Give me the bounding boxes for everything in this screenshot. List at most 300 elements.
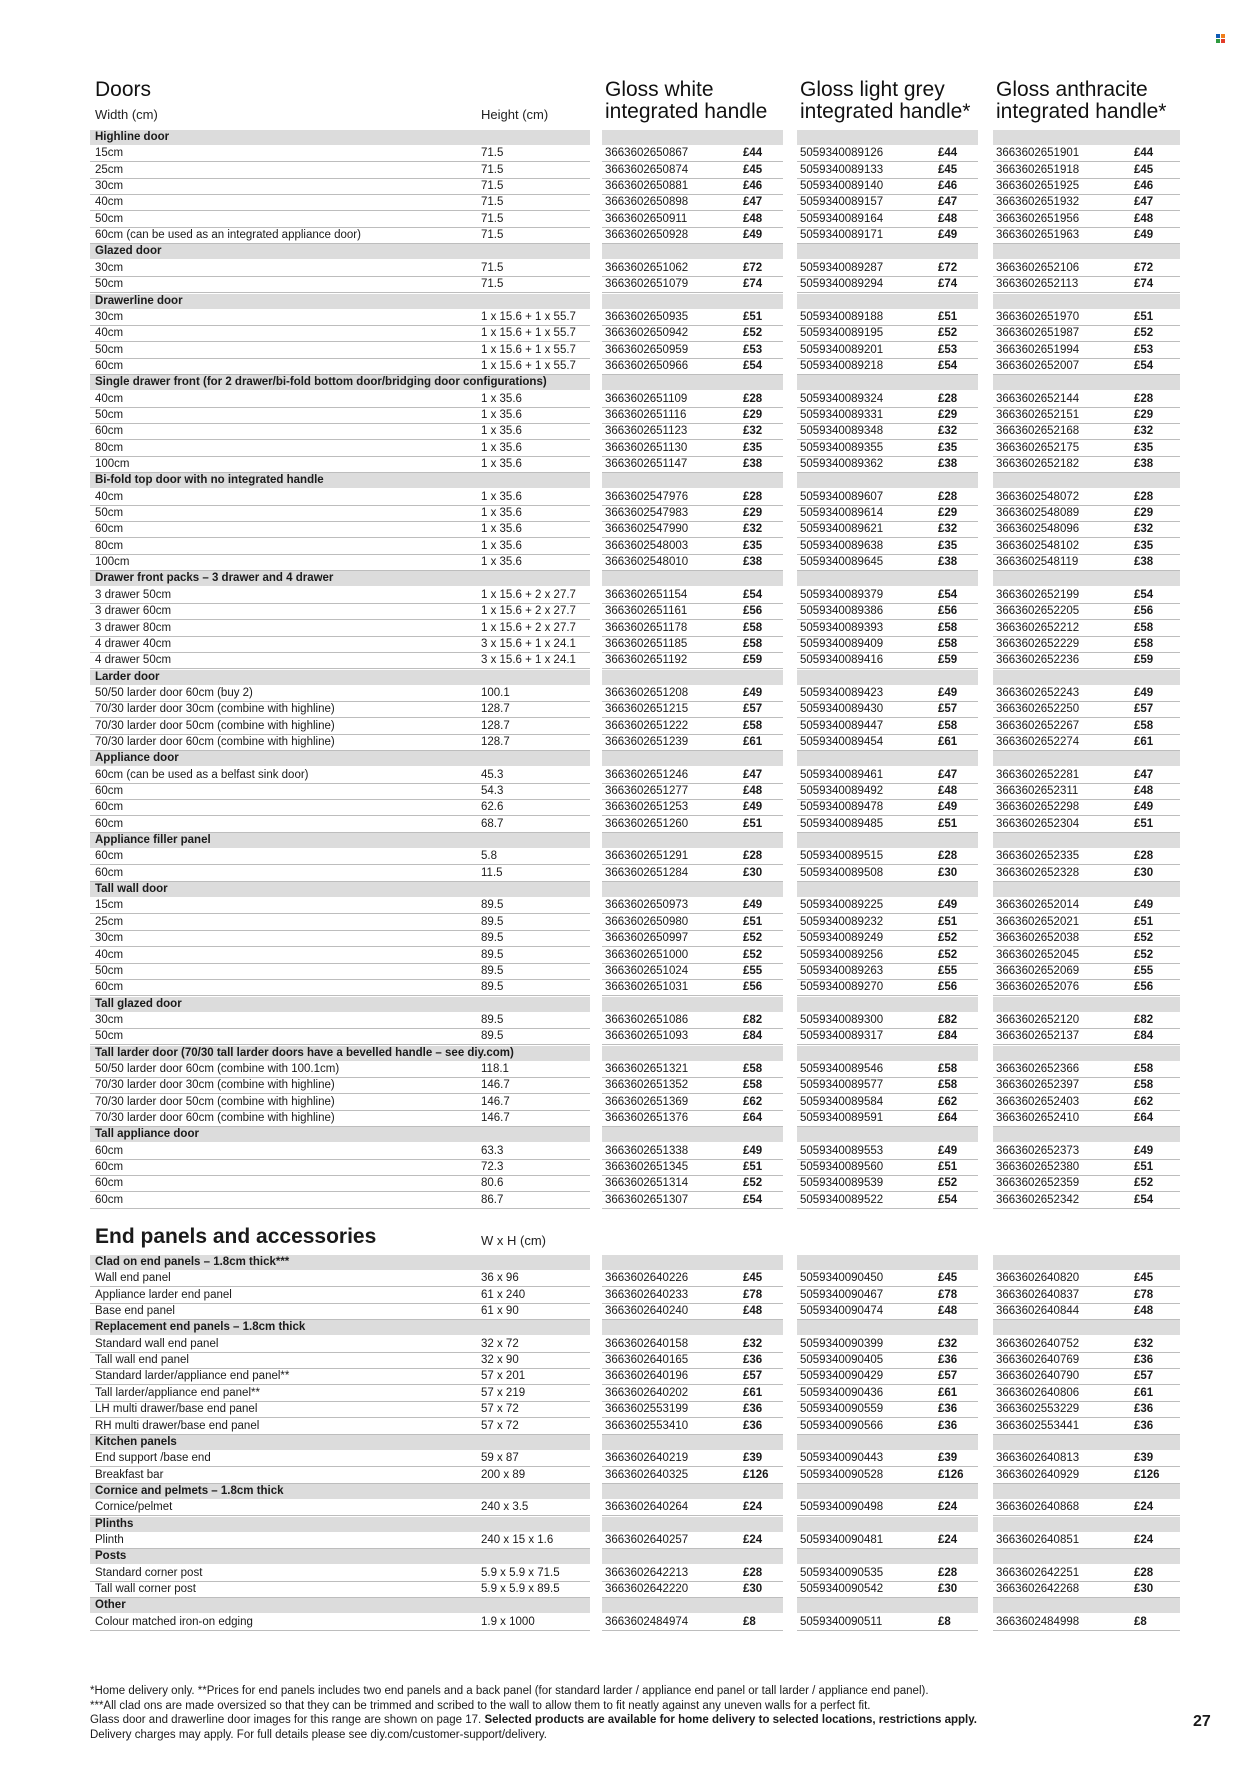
- cell-anthracite-price: £45: [1134, 1272, 1154, 1285]
- cell-item: 30cm: [95, 261, 124, 274]
- cell-white-code: 3663602651208: [605, 686, 689, 699]
- cell-white-code: 3663602651215: [605, 703, 689, 716]
- cell-anthracite-price: £32: [1134, 523, 1154, 536]
- cell-white-code: 3663602651277: [605, 785, 689, 797]
- cell-white-code: 3663602651062: [605, 261, 689, 274]
- cell-anthracite-code: 3663602652175: [996, 441, 1080, 454]
- cell-item: 60cm: [95, 1161, 124, 1174]
- section-header-bar: [797, 571, 978, 586]
- section-header-bar: [602, 1549, 783, 1564]
- cell-white-code: 3663602651314: [605, 1177, 689, 1190]
- footnotes: [90, 1684, 1110, 1742]
- table-row: [0, 1419, 1250, 1435]
- cell-grey-price: £58: [938, 719, 958, 732]
- cell-dimension: 1 x 35.6: [481, 507, 522, 520]
- cell-anthracite-price: £59: [1134, 654, 1154, 667]
- cell-white-code: 3663602640165: [605, 1354, 689, 1367]
- cell-dimension: 45.3: [481, 768, 504, 781]
- cell-white-code: 3663602651260: [605, 817, 689, 830]
- cell-grey-code: 5059340089591: [800, 1112, 884, 1124]
- cell-dimension: 1 x 15.6 + 1 x 55.7: [481, 310, 576, 323]
- cell-grey-price: £84: [938, 1030, 958, 1043]
- cell-grey-price: £49: [938, 229, 958, 242]
- footnote-4: Delivery charges may apply. For full details please see diy.com/customer-support/delivery.: [90, 1728, 547, 1741]
- cell-anthracite-code: 3663602652120: [996, 1013, 1080, 1026]
- cell-grey-price: £64: [938, 1112, 958, 1124]
- cell-grey-price: £38: [938, 556, 958, 569]
- table-row: [0, 555, 1250, 571]
- table-row: [0, 1160, 1250, 1176]
- cell-white-price: £32: [743, 425, 763, 438]
- cell-grey-code: 5059340089157: [800, 196, 884, 209]
- cell-anthracite-code: 3663602652182: [996, 458, 1080, 470]
- cell-white-code: 3663602553410: [605, 1419, 689, 1432]
- section-title: Drawer front packs – 3 drawer and 4 drawer: [95, 572, 334, 585]
- cell-dimension: 36 x 96: [481, 1272, 519, 1285]
- cell-item: 50cm: [95, 507, 124, 520]
- cell-grey-code: 5059340089225: [800, 899, 884, 912]
- cell-white-code: 3663602651093: [605, 1030, 689, 1043]
- section-header-bar: [90, 244, 590, 259]
- table-row: [0, 212, 1250, 228]
- table-row: [0, 179, 1250, 195]
- cell-grey-code: 5059340089386: [800, 605, 884, 618]
- cell-anthracite-code: 3663602652205: [996, 605, 1080, 618]
- cell-anthracite-code: 3663602640868: [996, 1501, 1080, 1514]
- cell-dimension: 71.5: [481, 278, 504, 291]
- cell-white-code: 3663602651352: [605, 1079, 689, 1092]
- cell-item: Standard wall end panel: [95, 1337, 219, 1350]
- cell-anthracite-code: 3663602652342: [996, 1193, 1080, 1206]
- section-title: Tall wall door: [95, 883, 168, 896]
- cell-white-price: £58: [743, 637, 763, 650]
- row-divider: [993, 1208, 1180, 1209]
- section-header-bar: [993, 1435, 1180, 1450]
- cell-white-price: £78: [743, 1288, 763, 1301]
- cell-grey-price: £29: [938, 507, 958, 520]
- section-title: Tall larder door (70/30 tall larder doors have a bevelled handle – see diy.com): [95, 1046, 514, 1059]
- cell-white-price: £56: [743, 605, 763, 618]
- cell-item: RH multi drawer/base end panel: [95, 1419, 260, 1432]
- cell-anthracite-price: £48: [1134, 785, 1154, 797]
- cell-item: 50cm: [95, 343, 124, 356]
- cell-anthracite-price: £58: [1134, 1062, 1154, 1075]
- cell-white-code: 3663602640219: [605, 1452, 689, 1465]
- cell-dimension: 1 x 15.6 + 2 x 27.7: [481, 605, 576, 618]
- section-header-bar: [797, 130, 978, 145]
- table-row: [0, 735, 1250, 751]
- cell-dimension: 59 x 87: [481, 1452, 519, 1465]
- cell-grey-code: 5059340089560: [800, 1161, 884, 1174]
- section-header-bar: [602, 375, 783, 390]
- section-header-bar: [602, 670, 783, 685]
- cell-anthracite-price: £56: [1134, 605, 1154, 618]
- cell-dimension: 68.7: [481, 817, 504, 830]
- cell-white-price: £61: [743, 1386, 763, 1399]
- cell-grey-price: £51: [938, 915, 958, 928]
- cell-dimension: 89.5: [481, 899, 504, 912]
- cell-dimension: 89.5: [481, 932, 504, 945]
- cell-grey-code: 5059340089133: [800, 163, 884, 176]
- cell-anthracite-price: £30: [1134, 866, 1154, 879]
- table-row: [0, 653, 1250, 669]
- cell-grey-price: £32: [938, 1337, 958, 1350]
- cell-item: 70/30 larder door 60cm (combine with highline): [95, 735, 335, 748]
- cell-dimension: 89.5: [481, 1030, 504, 1043]
- cell-dimension: 57 x 201: [481, 1370, 526, 1383]
- cell-item: 60cm: [95, 866, 124, 879]
- cell-white-code: 3663602650928: [605, 229, 689, 242]
- cell-grey-price: £49: [938, 1144, 958, 1157]
- cell-white-price: £72: [743, 261, 763, 274]
- cell-white-price: £48: [743, 1305, 763, 1318]
- cell-anthracite-code: 3663602652113: [996, 278, 1079, 291]
- cell-white-price: £49: [743, 801, 763, 814]
- cell-white-price: £29: [743, 408, 763, 421]
- cell-grey-code: 5059340089508: [800, 866, 884, 879]
- cell-item: 30cm: [95, 932, 124, 945]
- cell-item: 60cm: [95, 1177, 124, 1190]
- cell-white-code: 3663602548010: [605, 556, 689, 569]
- width-label: Width (cm): [95, 107, 158, 122]
- cell-white-price: £51: [743, 1161, 763, 1174]
- cell-grey-code: 5059340089362: [800, 458, 884, 470]
- cell-white-code: 3663602650973: [605, 899, 689, 912]
- cell-dimension: 71.5: [481, 212, 504, 225]
- cell-grey-price: £48: [938, 785, 958, 797]
- cell-white-code: 3663602651079: [605, 278, 689, 291]
- cell-anthracite-price: £51: [1134, 1161, 1154, 1174]
- section-header-bar: [797, 294, 978, 309]
- cell-white-code: 3663602651222: [605, 719, 689, 732]
- cell-grey-price: £62: [938, 1095, 958, 1108]
- cell-grey-code: 5059340089218: [800, 359, 884, 372]
- cell-anthracite-code: 3663602640844: [996, 1305, 1080, 1318]
- section-header-bar: [993, 473, 1180, 488]
- cell-white-price: £61: [743, 735, 763, 748]
- cell-grey-code: 5059340089409: [800, 637, 884, 650]
- cell-anthracite-price: £49: [1134, 686, 1154, 699]
- cell-item: Standard larder/appliance end panel**: [95, 1370, 290, 1383]
- cell-anthracite-price: £52: [1134, 327, 1154, 340]
- cell-anthracite-price: £74: [1134, 278, 1154, 291]
- cell-white-price: £58: [743, 1079, 763, 1092]
- cell-grey-code: 5059340090498: [800, 1501, 884, 1514]
- cell-dimension: 54.3: [481, 785, 504, 797]
- cell-item: 25cm: [95, 163, 124, 176]
- cell-dimension: 1 x 35.6: [481, 458, 522, 470]
- cell-white-price: £28: [743, 490, 763, 503]
- cell-white-price: £51: [743, 915, 763, 928]
- cell-anthracite-price: £46: [1134, 180, 1154, 193]
- cell-item: 60cm (can be used as an integrated appliance door): [95, 229, 361, 242]
- cell-anthracite-price: £78: [1134, 1288, 1154, 1301]
- table-row: [0, 1337, 1250, 1353]
- height-label: Height (cm): [481, 107, 549, 122]
- cell-grey-code: 5059340089454: [800, 735, 884, 748]
- cell-grey-price: £24: [938, 1533, 958, 1546]
- cell-anthracite-code: 3663602651963: [996, 229, 1080, 242]
- cell-white-price: £8: [743, 1615, 756, 1628]
- cell-white-price: £35: [743, 441, 763, 454]
- cell-dimension: 57 x 72: [481, 1419, 519, 1432]
- cell-anthracite-code: 3663602651994: [996, 343, 1080, 356]
- cell-anthracite-price: £44: [1134, 147, 1154, 160]
- cell-item: 60cm (can be used as a belfast sink door): [95, 768, 309, 781]
- table-row: [0, 931, 1250, 947]
- cell-white-price: £48: [743, 212, 763, 225]
- cell-white-code: 3663602650935: [605, 310, 689, 323]
- cell-white-code: 3663602651086: [605, 1013, 689, 1026]
- cell-white-price: £52: [743, 1177, 763, 1190]
- cell-grey-code: 5059340089492: [800, 785, 884, 797]
- table-row: [0, 964, 1250, 980]
- page-number: 27: [1193, 1713, 1211, 1730]
- cell-grey-code: 5059340089287: [800, 261, 884, 274]
- table-row: [0, 1095, 1250, 1111]
- section-title: Kitchen panels: [95, 1435, 177, 1448]
- cell-grey-code: 5059340089263: [800, 964, 884, 977]
- cell-item: 50cm: [95, 278, 124, 291]
- cell-grey-price: £45: [938, 163, 958, 176]
- section-title: Single drawer front (for 2 drawer/bi-fold bottom door/bridging door configurations): [95, 376, 547, 389]
- cell-grey-price: £126: [938, 1468, 964, 1481]
- section-header-bar: [797, 1127, 978, 1142]
- section-header-bar: [90, 1549, 590, 1564]
- cell-anthracite-price: £53: [1134, 343, 1154, 356]
- cell-dimension: 80.6: [481, 1177, 504, 1190]
- section-header-bar: [602, 1484, 783, 1499]
- cell-anthracite-code: 3663602652106: [996, 261, 1080, 274]
- section-header-bar: [602, 244, 783, 259]
- section-title: Replacement end panels – 1.8cm thick: [95, 1321, 306, 1334]
- cell-grey-code: 5059340089300: [800, 1013, 884, 1026]
- cell-white-price: £58: [743, 1062, 763, 1075]
- cell-white-price: £44: [743, 147, 763, 160]
- table-row: [0, 1029, 1250, 1045]
- cell-grey-price: £54: [938, 359, 958, 372]
- cell-item: 60cm: [95, 801, 124, 814]
- cell-white-code: 3663602651178: [605, 621, 688, 634]
- cell-white-code: 3663602650980: [605, 915, 689, 928]
- cell-item: 3 drawer 80cm: [95, 621, 172, 634]
- cell-anthracite-code: 3663602548119: [996, 556, 1079, 569]
- cell-grey-price: £32: [938, 425, 958, 438]
- cell-grey-price: £38: [938, 458, 958, 470]
- table-row: [0, 408, 1250, 424]
- table-row: [0, 1271, 1250, 1287]
- table-row: [0, 539, 1250, 555]
- table-row: [0, 1013, 1250, 1029]
- cell-dimension: 5.9 x 5.9 x 89.5: [481, 1583, 560, 1595]
- section-header-bar: [602, 294, 783, 309]
- table-row: [0, 343, 1250, 359]
- section-header-bar: [993, 1046, 1180, 1061]
- section-header-bar: [602, 1517, 783, 1532]
- cell-white-code: 3663602651239: [605, 735, 689, 748]
- cell-anthracite-code: 3663602651987: [996, 327, 1080, 340]
- cell-grey-code: 5059340089461: [800, 768, 884, 781]
- section-header-bar: [602, 833, 783, 848]
- section-header-bar: [993, 1484, 1180, 1499]
- cell-white-code: 3663602547976: [605, 490, 689, 503]
- cell-dimension: 57 x 72: [481, 1403, 519, 1416]
- cell-grey-price: £49: [938, 686, 958, 699]
- section-header-bar: [797, 375, 978, 390]
- cell-item: End support /base end: [95, 1452, 211, 1465]
- cell-grey-code: 5059340089522: [800, 1193, 884, 1206]
- col-gloss-anthracite-header: Gloss anthracite integrated handle*: [996, 78, 1167, 123]
- cell-grey-price: £47: [938, 768, 958, 781]
- cell-item: 15cm: [95, 899, 124, 912]
- cell-anthracite-price: £61: [1134, 1386, 1154, 1399]
- cell-grey-price: £36: [938, 1403, 958, 1416]
- cell-anthracite-price: £49: [1134, 229, 1154, 242]
- cell-item: 60cm: [95, 523, 124, 536]
- section-header-bar: [993, 751, 1180, 766]
- cell-anthracite-code: 3663602652328: [996, 866, 1080, 879]
- cell-item: Appliance larder end panel: [95, 1288, 232, 1301]
- section-header-bar: [90, 1598, 590, 1613]
- cell-item: 25cm: [95, 915, 124, 928]
- table-row: [0, 604, 1250, 620]
- cell-grey-code: 5059340089645: [800, 556, 884, 569]
- cell-white-price: £82: [743, 1013, 763, 1026]
- cell-anthracite-price: £52: [1134, 1177, 1154, 1190]
- cell-anthracite-price: £49: [1134, 899, 1154, 912]
- cell-grey-code: 5059340089430: [800, 703, 884, 716]
- section-header-bar: [993, 1320, 1180, 1335]
- cell-anthracite-price: £54: [1134, 359, 1154, 372]
- cell-white-price: £36: [743, 1354, 763, 1367]
- section-header-bar: [602, 130, 783, 145]
- cell-dimension: 32 x 72: [481, 1337, 519, 1350]
- section-header-bar: [797, 751, 978, 766]
- section-title: Tall glazed door: [95, 997, 182, 1010]
- cell-grey-price: £56: [938, 981, 958, 994]
- cell-grey-code: 5059340089584: [800, 1095, 884, 1108]
- cell-anthracite-code: 3663602651918: [996, 163, 1080, 176]
- section-header-bar: [993, 882, 1180, 897]
- cell-grey-code: 5059340089140: [800, 180, 884, 193]
- cell-grey-price: £49: [938, 899, 958, 912]
- cell-grey-price: £24: [938, 1501, 958, 1514]
- table-row: [0, 261, 1250, 277]
- cell-dimension: 61 x 90: [481, 1305, 519, 1318]
- cell-dimension: 146.7: [481, 1079, 510, 1092]
- cell-white-price: £58: [743, 719, 763, 732]
- cell-white-price: £52: [743, 948, 763, 961]
- cell-grey-code: 5059340089188: [800, 310, 884, 323]
- cell-anthracite-price: £38: [1134, 556, 1154, 569]
- section-header-bar: [797, 997, 978, 1012]
- section-title: Plinths: [95, 1517, 134, 1530]
- cell-anthracite-code: 3663602652137: [996, 1030, 1080, 1043]
- cell-item: 70/30 larder door 60cm (combine with highline): [95, 1112, 335, 1124]
- cell-white-code: 3663602640226: [605, 1272, 689, 1285]
- cell-anthracite-code: 3663602548102: [996, 539, 1080, 552]
- cell-grey-price: £35: [938, 441, 958, 454]
- cell-white-code: 3663602651116: [605, 408, 687, 421]
- cell-item: 50cm: [95, 212, 124, 225]
- cell-grey-code: 5059340089577: [800, 1079, 884, 1092]
- section-header-bar: [993, 571, 1180, 586]
- cell-white-code: 3663602651321: [605, 1062, 689, 1075]
- cell-grey-code: 5059340089485: [800, 817, 884, 830]
- cell-anthracite-code: 3663602652267: [996, 719, 1080, 732]
- section-header-bar: [602, 882, 783, 897]
- cell-dimension: 1.9 x 1000: [481, 1615, 535, 1628]
- cell-white-code: 3663602640202: [605, 1386, 689, 1399]
- cell-anthracite-code: 3663602642251: [996, 1566, 1080, 1579]
- section-header-bar: [602, 1435, 783, 1450]
- cell-dimension: 1 x 15.6 + 2 x 27.7: [481, 588, 576, 601]
- cell-anthracite-price: £8: [1134, 1615, 1147, 1628]
- cell-anthracite-code: 3663602652403: [996, 1095, 1080, 1108]
- footnote-1: *Home delivery only. **Prices for end panels includes two end panels and a back panel (for standard larder / appliance end panel or tall larder / appliance end panel).: [90, 1685, 929, 1697]
- section-header-bar: [797, 1517, 978, 1532]
- cell-white-code: 3663602650898: [605, 196, 689, 209]
- table-row: [0, 1500, 1250, 1516]
- table-row: [0, 637, 1250, 653]
- cell-anthracite-code: 3663602652359: [996, 1177, 1080, 1190]
- section-title: Larder door: [95, 670, 160, 683]
- cell-anthracite-code: 3663602640851: [996, 1533, 1080, 1546]
- cell-grey-code: 5059340090542: [800, 1583, 884, 1595]
- section-header-bar: [993, 130, 1180, 145]
- cell-grey-price: £61: [938, 1386, 958, 1399]
- cell-grey-code: 5059340089546: [800, 1062, 884, 1075]
- cell-item: 100cm: [95, 556, 130, 569]
- section-header-bar: [993, 244, 1180, 259]
- cell-item: Tall wall corner post: [95, 1583, 196, 1595]
- cell-white-price: £55: [743, 964, 763, 977]
- cell-white-code: 3663602651376: [605, 1112, 689, 1124]
- cell-white-price: £47: [743, 768, 763, 781]
- section-header-bar: [797, 882, 978, 897]
- cell-anthracite-code: 3663602652298: [996, 801, 1080, 814]
- table-row: [0, 948, 1250, 964]
- cell-anthracite-code: 3663602652274: [996, 735, 1080, 748]
- cell-grey-code: 5059340089331: [800, 408, 884, 421]
- section-header-bar: [797, 1320, 978, 1335]
- section-header-bar: [797, 1598, 978, 1613]
- cell-anthracite-price: £84: [1134, 1030, 1154, 1043]
- section-title: Glazed door: [95, 245, 162, 258]
- cell-anthracite-code: 3663602652014: [996, 899, 1080, 912]
- cell-grey-code: 5059340089317: [800, 1030, 884, 1043]
- cell-white-code: 3663602642220: [605, 1583, 689, 1595]
- cell-grey-price: £28: [938, 1566, 958, 1579]
- cell-grey-code: 5059340090528: [800, 1468, 884, 1481]
- cell-item: 15cm: [95, 147, 124, 160]
- cell-anthracite-code: 3663602652168: [996, 425, 1080, 438]
- cell-anthracite-code: 3663602652236: [996, 654, 1080, 667]
- table-row: [0, 506, 1250, 522]
- table-row: [0, 392, 1250, 408]
- cell-anthracite-code: 3663602651970: [996, 310, 1080, 323]
- cell-white-price: £28: [743, 850, 763, 863]
- section-header-bar: [993, 1255, 1180, 1270]
- cell-white-code: 3663602650966: [605, 359, 689, 372]
- cell-dimension: 71.5: [481, 163, 504, 176]
- cell-anthracite-code: 3663602548072: [996, 490, 1080, 503]
- cell-grey-code: 5059340089478: [800, 801, 884, 814]
- cell-dimension: 118.1: [481, 1062, 509, 1075]
- cell-dimension: 1 x 15.6 + 2 x 27.7: [481, 621, 576, 634]
- cell-grey-code: 5059340090474: [800, 1305, 884, 1318]
- table-row: [0, 702, 1250, 718]
